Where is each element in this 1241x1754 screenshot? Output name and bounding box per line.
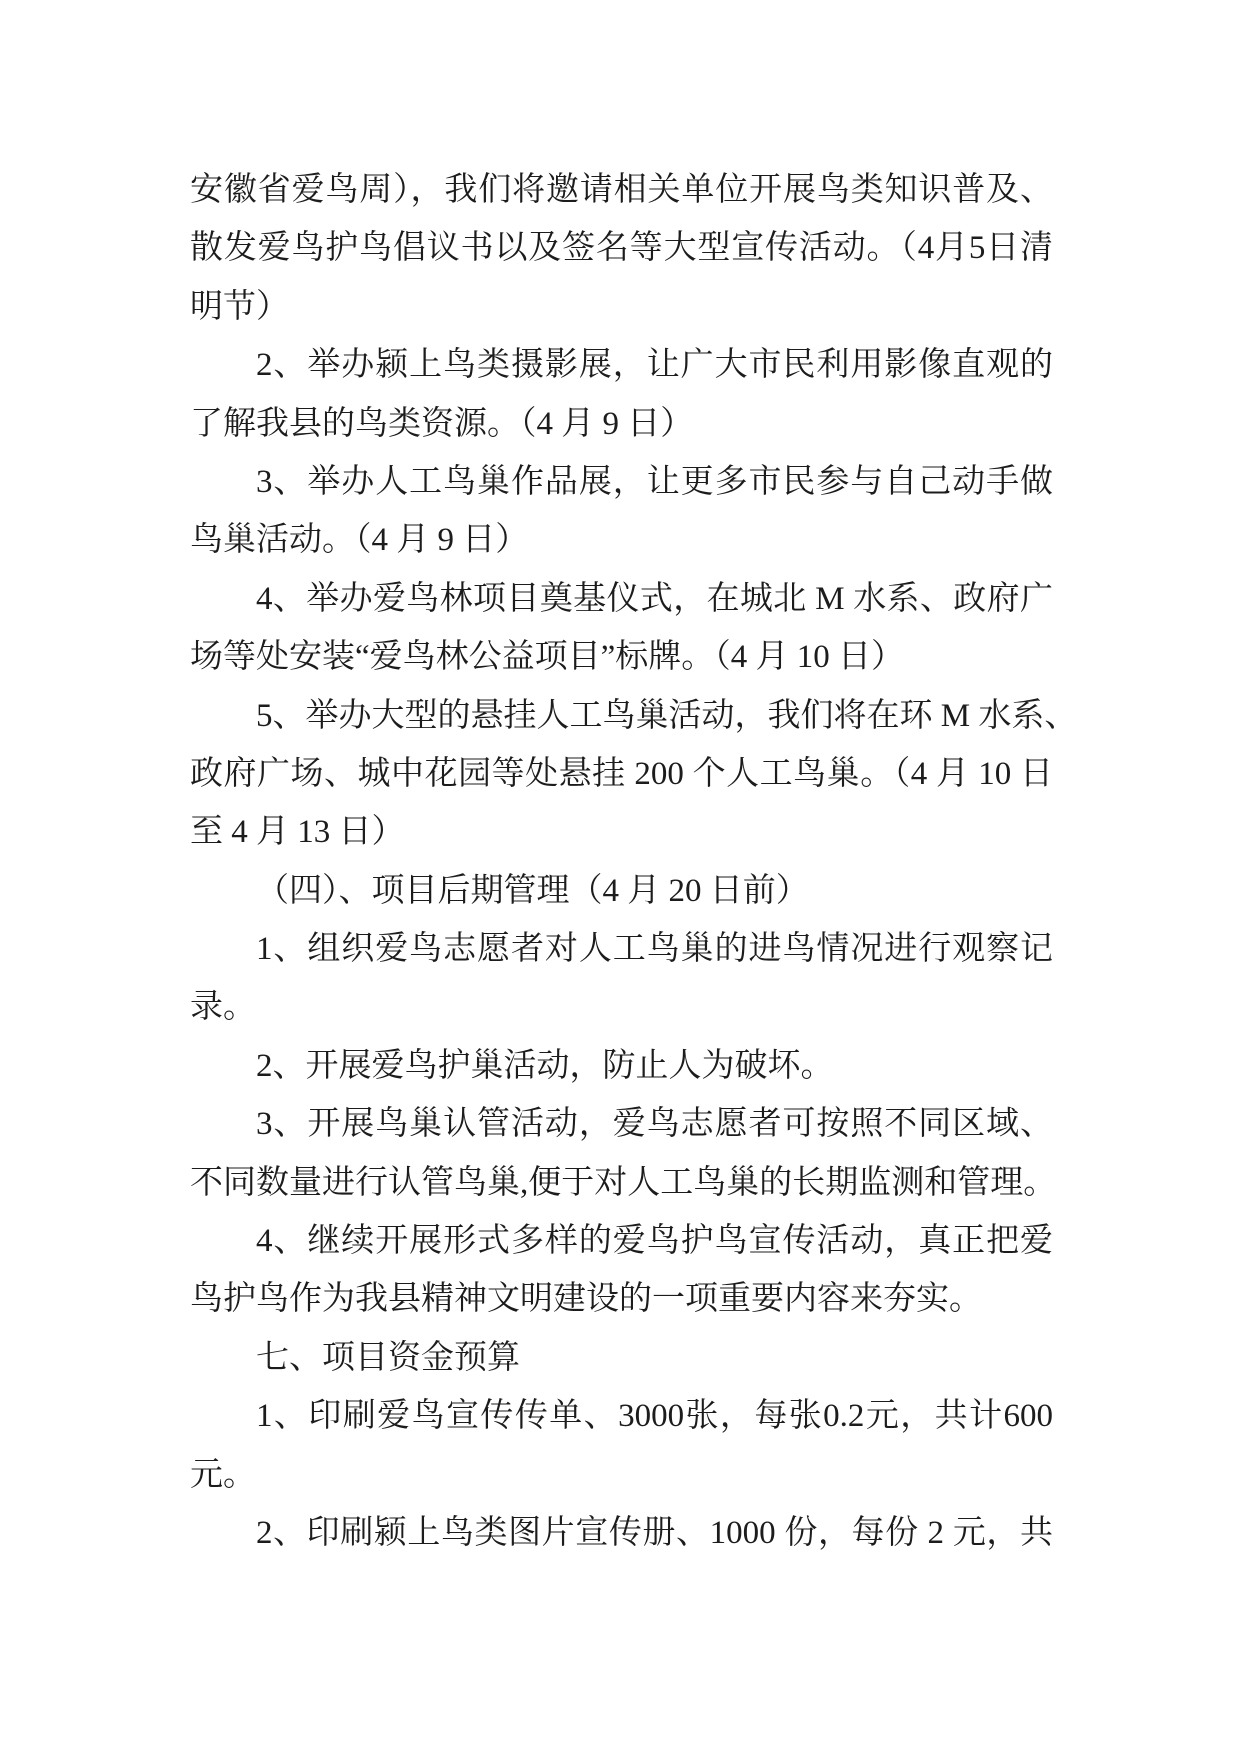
text-line: 鸟巢活动。（4 月 9 日）: [190, 522, 529, 559]
text-line: 场等处安装“爱鸟林公益项目”标牌。（4 月 10 日）: [190, 639, 905, 676]
list-item-start: 3、举办人工鸟巢作品展，让更多市民参与自己动手做: [256, 463, 1053, 500]
list-item-start: 2、印刷颍上鸟类图片宣传册、1000 份，每份 2 元，共: [256, 1514, 1053, 1551]
list-item-start: 1、组织爱鸟志愿者对人工鸟巢的进鸟情况进行观察记: [256, 931, 1053, 968]
document-page: [190, 161, 1078, 1562]
text-line: 了解我县的鸟类资源。（4 月 9 日）: [190, 405, 694, 442]
list-item-start: 3、开展鸟巢认管活动，爱鸟志愿者可按照不同区域、: [256, 1106, 1053, 1143]
text-line: 散发爱鸟护鸟倡议书以及签名等大型宣传活动。（4月5日清: [190, 230, 1053, 267]
text-line: 政府广场、城中花园等处悬挂 200 个人工鸟巢。（4 月 10 日: [190, 755, 1053, 792]
list-item-start: 4、继续开展形式多样的爱鸟护鸟宣传活动，真正把爱: [256, 1223, 1053, 1260]
text-line: 明节）: [190, 288, 289, 325]
section-heading: （四）、项目后期管理（4 月 20 日前）: [256, 872, 809, 909]
text-line: 鸟护鸟作为我县精神文明建设的一项重要内容来夯实。: [190, 1281, 982, 1318]
list-item-start: 1、印刷爱鸟宣传传单、3000张，每张0.2元，共计600: [256, 1398, 1053, 1435]
list-item-start: 2、举办颍上鸟类摄影展，让广大市民利用影像直观的: [256, 347, 1053, 384]
list-item-start: 2、开展爱鸟护巢活动，防止人为破坏。: [256, 1047, 834, 1084]
text-line: 安徽省爱鸟周），我们将邀请相关单位开展鸟类知识普及、: [190, 172, 1053, 208]
section-heading: 七、项目资金预算: [256, 1339, 520, 1376]
list-item-start: 4、举办爱鸟林项目奠基仪式，在城北 M 水系、政府广: [256, 580, 1053, 617]
text-line: 至 4 月 13 日）: [190, 814, 405, 851]
text-line: 元。: [190, 1456, 256, 1493]
list-item-start: 5、举办大型的悬挂人工鸟巢活动，我们将在环 M 水系、: [256, 697, 1078, 734]
text-line: 录。: [190, 989, 256, 1026]
text-line: 不同数量进行认管鸟巢,便于对人工鸟巢的长期监测和管理。: [190, 1164, 1057, 1201]
